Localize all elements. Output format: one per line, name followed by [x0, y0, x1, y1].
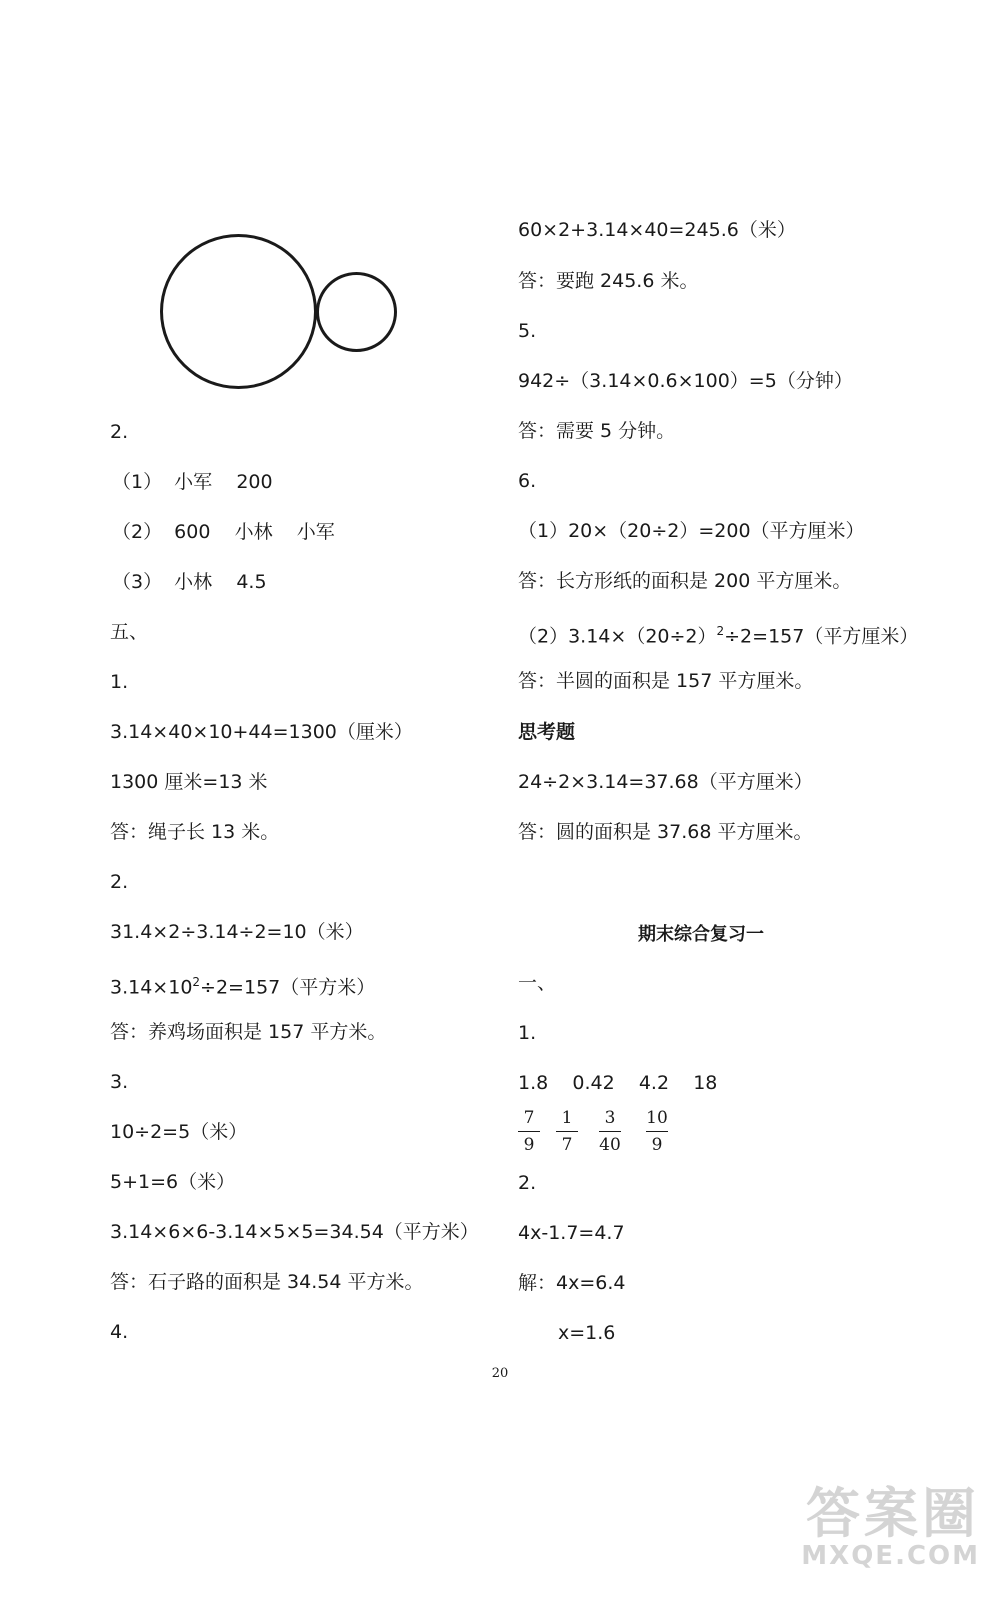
fraction-denominator: 40 — [599, 1135, 621, 1155]
problem-4-number: 4. — [110, 1321, 129, 1343]
fraction — [597, 1108, 623, 1155]
section-five-heading: 五、 — [110, 621, 149, 643]
fraction-numerator: 1 — [561, 1108, 573, 1128]
problem-5-answer: 答：需要 5 分钟。 — [518, 420, 676, 442]
problem-3-equation-2: 5+1=6（米） — [110, 1171, 236, 1193]
fraction-numerator: 10 — [646, 1108, 668, 1128]
q2-number: 2. — [110, 421, 129, 443]
review-q1-number: 1. — [518, 1022, 537, 1044]
small-circle — [316, 272, 397, 352]
fraction — [644, 1108, 670, 1155]
problem-2-answer: 答：养鸡场面积是 157 平方米。 — [110, 1021, 387, 1043]
problem-1-conversion: 1300 厘米=13 米 — [110, 771, 268, 793]
problem-2-equation-1: 31.4×2÷3.14÷2=10（米） — [110, 921, 364, 943]
problem-6-answer-1: 答：长方形纸的面积是 200 平方厘米。 — [518, 570, 852, 592]
exponent: 2 — [716, 624, 725, 638]
fraction-numerator: 3 — [604, 1108, 616, 1128]
problem-5-equation: 942÷（3.14×0.6×100）=5（分钟） — [518, 370, 853, 392]
problem-1-answer: 答：绳子长 13 米。 — [110, 821, 280, 843]
q2-answer-1: （1） 小军 200 — [112, 471, 273, 493]
problem-6-part-2 — [518, 619, 918, 648]
q2-answer-2: （2） 600 小林 小军 — [112, 521, 335, 543]
review-q1-values: 1.8 0.42 4.2 18 — [518, 1072, 718, 1094]
problem-5-number: 5. — [518, 320, 537, 342]
fraction-numerator: 7 — [523, 1108, 535, 1128]
fraction — [554, 1108, 580, 1155]
thinking-question-equation: 24÷2×3.14=37.68（平方厘米） — [518, 771, 813, 793]
eq-part: ÷2=157（平方米） — [200, 976, 376, 999]
problem-4-equation: 60×2+3.14×40=245.6（米） — [518, 219, 796, 241]
problem-2-number: 2. — [110, 871, 129, 893]
review-section-one-heading: 一、 — [518, 972, 557, 994]
problem-6-number: 6. — [518, 470, 537, 492]
page-number: 20 — [491, 1366, 509, 1381]
problem-4-answer: 答：要跑 245.6 米。 — [518, 270, 699, 292]
eq-part: 3.14×10 — [110, 976, 193, 999]
problem-6-answer-2: 答：半圆的面积是 157 平方厘米。 — [518, 670, 814, 692]
exponent: 2 — [192, 975, 201, 989]
eq-part: （2）3.14×（20÷2） — [518, 625, 717, 648]
large-circle — [160, 234, 317, 389]
final-review-title: 期末综合复习一 — [638, 924, 764, 945]
fraction-denominator: 9 — [651, 1135, 663, 1155]
problem-3-equation-1: 10÷2=5（米） — [110, 1121, 248, 1143]
fraction — [516, 1108, 542, 1155]
problem-2-equation-2 — [110, 970, 375, 999]
fraction-denominator: 9 — [523, 1135, 535, 1155]
review-q2-number: 2. — [518, 1172, 537, 1194]
problem-3-answer: 答：石子路的面积是 34.54 平方米。 — [110, 1271, 424, 1293]
watermark-line-2: MXQE.COM — [801, 1541, 980, 1571]
review-q2-solution-2: x=1.6 — [558, 1322, 616, 1344]
problem-6-part-1: （1）20×（20÷2）=200（平方厘米） — [518, 520, 865, 542]
eq-part: ÷2=157（平方厘米） — [724, 625, 919, 648]
fraction-denominator: 7 — [561, 1135, 573, 1155]
thinking-question-answer: 答：圆的面积是 37.68 平方厘米。 — [518, 821, 813, 843]
watermark-line-1: 答案圈 — [806, 1482, 980, 1545]
problem-3-number: 3. — [110, 1071, 129, 1093]
review-q2-equation: 4x-1.7=4.7 — [518, 1222, 625, 1244]
thinking-question-title: 思考题 — [518, 721, 576, 743]
problem-3-equation-3: 3.14×6×6-3.14×5×5=34.54（平方米） — [110, 1221, 479, 1243]
q2-answer-3: （3） 小林 4.5 — [112, 571, 267, 593]
problem-1-number: 1. — [110, 671, 129, 693]
watermark-logo — [801, 1482, 980, 1571]
problem-1-equation: 3.14×40×10+44=1300（厘米） — [110, 721, 413, 743]
review-q2-solution-1: 解：4x=6.4 — [518, 1272, 626, 1294]
